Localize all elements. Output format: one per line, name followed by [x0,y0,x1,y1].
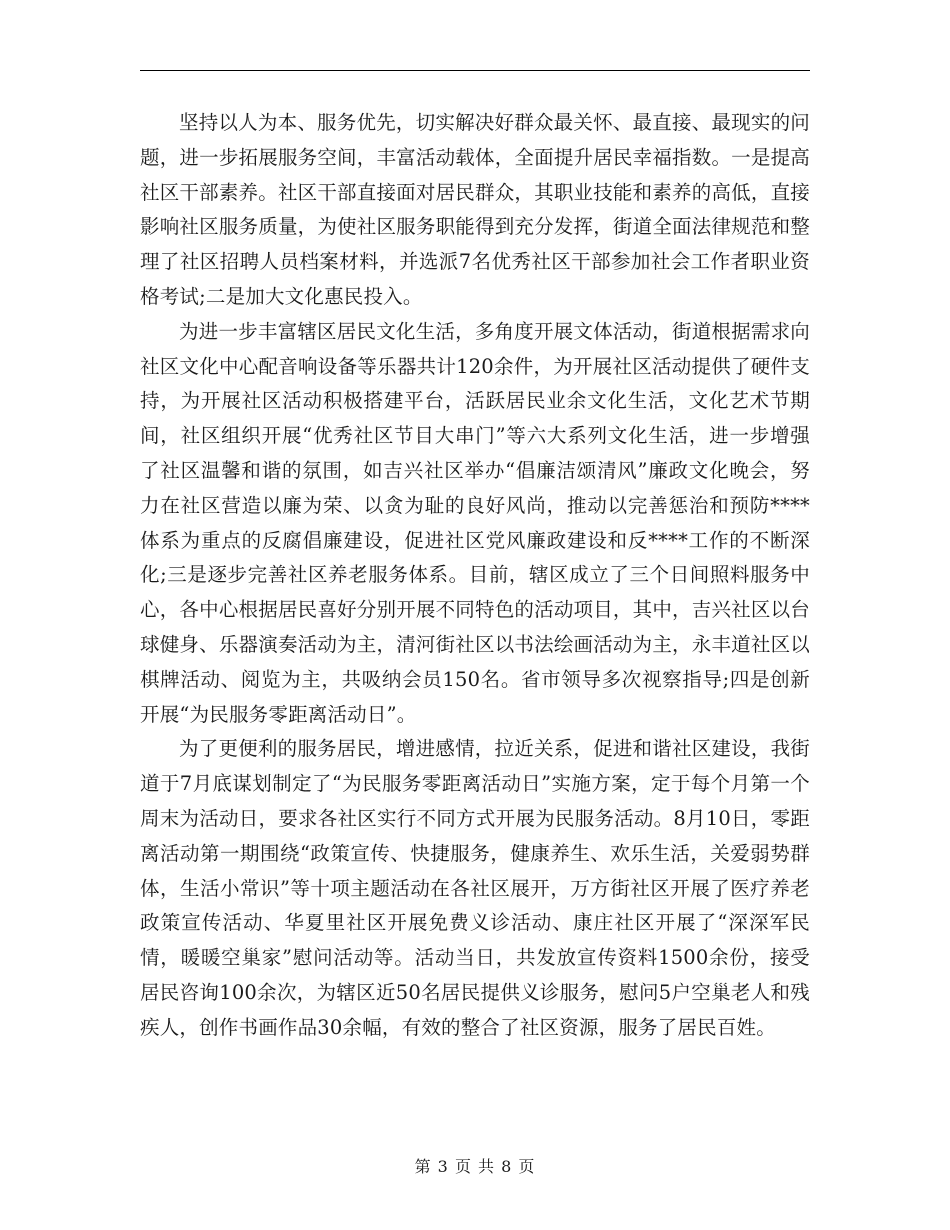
paragraph-2: 为进一步丰富辖区居民文化生活，多角度开展文体活动，街道根据需求向社区文化中心配音响设备等乐器共计120余件，为开展社区活动提供了硬件支持，为开展社区活动积极搭建平台，活跃居民业余文化生活，文化艺术节期间，社区组织开展“优秀社区节目大串门”等六大系列文化生活，进一步增强了社区温馨和谐的氛围，如吉兴社区举办“倡廉洁颂清风”廉政文化晚会，努力在社区营造以廉为荣、以贪为耻的良好风尚，推动以完善惩治和预防****体系为重点的反腐倡廉建设，促进社区党风廉政建设和反****工作的不断深化;三是逐步完善社区养老服务体系。目前，辖区成立了三个日间照料服务中心，各中心根据居民喜好分别开展不同特色的活动项目，其中，吉兴社区以台球健身、乐器演奏活动为主，清河街社区以书法绘画活动为主，永丰道社区以棋牌活动、阅览为主，共吸纳会员150名。省市领导多次视察指导;四是创新开展“为民服务零距离活动日”。 [140,319,810,726]
header-rule [140,70,810,71]
paragraph-1: 坚持以人为本、服务优先，切实解决好群众最关怀、最直接、最现实的问题，进一步拓展服务空间，丰富活动载体，全面提升居民幸福指数。一是提高社区干部素养。社区干部直接面对居民群众，其职业技能和素养的高低，直接影响社区服务质量，为使社区服务职能得到充分发挥，街道全面法律规范和整理了社区招聘人员档案材料，并选派7名优秀社区干部参加社会工作者职业资格考试;二是加大文化惠民投入。 [140,111,810,308]
paragraph-3: 为了更便利的服务居民，增进感情，拉近关系，促进和谐社区建设，我街道于7月底谋划制定了“为民服务零距离活动日”实施方案，定于每个月第一个周末为活动日，要求各社区实行不同方式开展为民服务活动。8月10日，零距离活动第一期围绕“政策宣传、快捷服务，健康养生、欢乐生活，关爱弱势群体，生活小常识”等十项主题活动在各社区展开，万方街社区开展了医疗养老政策宣传活动、华夏里社区开展免费义诊活动、康庄社区开展了“深深军民情，暖暖空巢家”慰问活动等。活动当日，共发放宣传资料1500余份，接受居民咨询100余次，为辖区近50名居民提供义诊服务，慰问5户空巢老人和残疾人，创作书画作品30余幅，有效的整合了社区资源，服务了居民百姓。 [140,737,810,1039]
document-body [140,106,810,1046]
page-number: 第 3 页 共 8 页 [414,1157,536,1176]
